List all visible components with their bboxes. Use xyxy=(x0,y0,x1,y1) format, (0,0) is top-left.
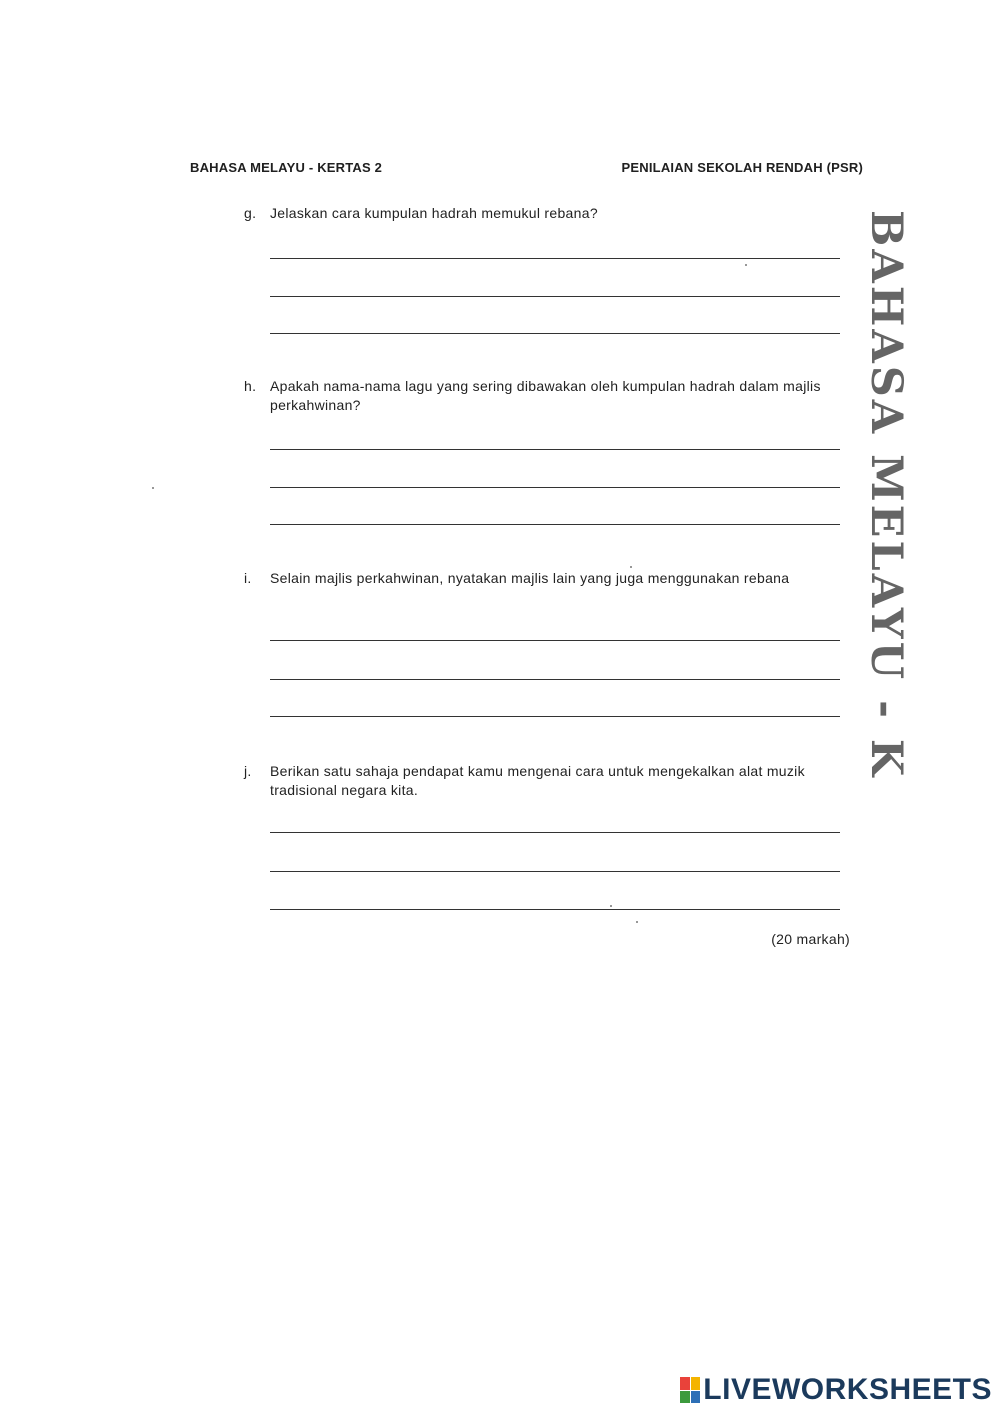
paper-subject-header: BAHASA MELAYU - KERTAS 2 xyxy=(190,160,383,175)
scan-speck xyxy=(610,905,612,907)
scan-speck xyxy=(745,264,747,266)
liveworksheets-logo-icon xyxy=(680,1377,700,1403)
question-h xyxy=(244,377,844,415)
scan-speck xyxy=(636,921,638,923)
side-stamp-text: BAHASA MELAYU - K xyxy=(861,210,911,780)
answer-line-i-1[interactable] xyxy=(270,640,840,641)
liveworksheets-brand[interactable] xyxy=(680,1373,992,1407)
question-i xyxy=(244,569,844,588)
question-g xyxy=(244,204,844,223)
question-j xyxy=(244,762,844,800)
total-marks: (20 markah) xyxy=(771,931,850,947)
answer-line-h-3[interactable] xyxy=(270,524,840,525)
brand-name: LIVEWORKSHEETS xyxy=(703,1373,992,1406)
exam-title-header: PENILAIAN SEKOLAH RENDAH (PSR) xyxy=(621,160,863,175)
logo-square-blue xyxy=(691,1391,701,1404)
question-text: Selain majlis perkahwinan, nyatakan majlis lain yang juga menggunakan rebana xyxy=(270,570,790,586)
scan-speck xyxy=(152,487,154,489)
question-letter: g. xyxy=(244,205,257,221)
answer-line-g-3[interactable] xyxy=(270,333,840,334)
question-letter: h. xyxy=(244,378,257,394)
question-letter: j. xyxy=(244,763,252,779)
side-subject-stamp xyxy=(861,210,911,970)
logo-square-green xyxy=(680,1391,690,1404)
answer-line-i-3[interactable] xyxy=(270,716,840,717)
logo-square-yellow xyxy=(691,1377,701,1390)
answer-line-g-2[interactable] xyxy=(270,296,840,297)
question-letter: i. xyxy=(244,570,252,586)
answer-line-i-2[interactable] xyxy=(270,679,840,680)
logo-square-red xyxy=(680,1377,690,1390)
question-text: Jelaskan cara kumpulan hadrah memukul rebana? xyxy=(270,205,598,221)
answer-line-h-2[interactable] xyxy=(270,487,840,488)
answer-line-h-1[interactable] xyxy=(270,449,840,450)
scan-speck xyxy=(630,566,632,568)
answer-line-g-1[interactable] xyxy=(270,258,840,259)
answer-line-j-2[interactable] xyxy=(270,871,840,872)
answer-line-j-1[interactable] xyxy=(270,832,840,833)
answer-line-j-3[interactable] xyxy=(270,909,840,910)
question-text: Berikan satu sahaja pendapat kamu mengenai cara untuk mengekalkan alat muzik tradisional negara kita. xyxy=(270,763,805,798)
question-text: Apakah nama-nama lagu yang sering dibawakan oleh kumpulan hadrah dalam majlis perkahwinan? xyxy=(270,378,821,413)
